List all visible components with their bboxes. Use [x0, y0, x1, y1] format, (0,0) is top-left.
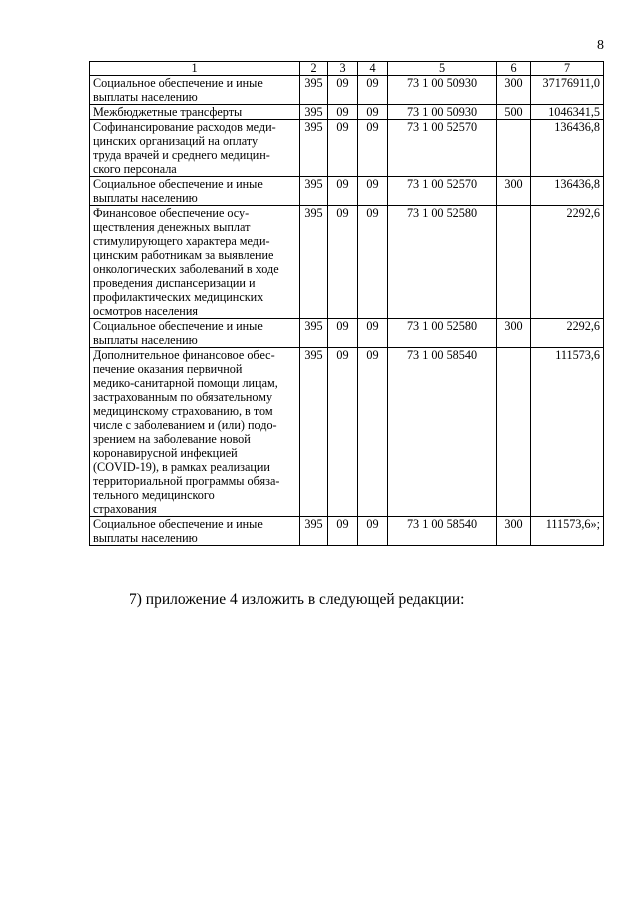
table-body	[90, 76, 604, 546]
subsection-code-cell: 09	[358, 177, 388, 206]
subsection-code-cell: 09	[358, 517, 388, 546]
table-row	[90, 76, 604, 105]
row-name-line: стимулирующего характера меди-	[93, 234, 270, 248]
closing-paragraph: 7) приложение 4 изложить в следующей редакции:	[129, 591, 465, 608]
header-cell: 3	[328, 62, 358, 76]
row-name-line: ществления денежных выплат	[93, 220, 251, 234]
row-name-line: выплаты населению	[93, 90, 198, 104]
section-code-cell: 09	[328, 348, 358, 517]
section-code-cell: 09	[328, 177, 358, 206]
target-article-cell: 73 1 00 58540	[388, 517, 497, 546]
target-article-cell: 73 1 00 58540	[388, 348, 497, 517]
row-name-line: выплаты населению	[93, 333, 198, 347]
row-name-line: цинских организаций на оплату	[93, 134, 259, 148]
table-row	[90, 120, 604, 177]
amount-cell: 111573,6»;	[531, 517, 604, 546]
table-row	[90, 348, 604, 517]
row-name-cell	[90, 105, 300, 120]
row-name-line: печение оказания первичной	[93, 362, 243, 376]
grbs-code-cell: 395	[300, 105, 328, 120]
header-row	[90, 62, 604, 76]
amount-cell: 111573,6	[531, 348, 604, 517]
row-name-cell	[90, 517, 300, 546]
row-name-line: ского персонала	[93, 162, 177, 176]
subsection-code-cell: 09	[358, 206, 388, 319]
row-name-line: Социальное обеспечение и иные	[93, 319, 263, 333]
grbs-code-cell: 395	[300, 348, 328, 517]
target-article-cell: 73 1 00 50930	[388, 76, 497, 105]
row-name-line: коронавирусной инфекцией	[93, 446, 238, 460]
row-name-cell	[90, 76, 300, 105]
row-name-line: застрахованным по обязательному	[93, 390, 273, 404]
subsection-code-cell: 09	[358, 76, 388, 105]
section-code-cell: 09	[328, 76, 358, 105]
amount-cell: 37176911,0	[531, 76, 604, 105]
table-row	[90, 319, 604, 348]
section-code-cell: 09	[328, 105, 358, 120]
grbs-code-cell: 395	[300, 177, 328, 206]
grbs-code-cell: 395	[300, 517, 328, 546]
target-article-cell: 73 1 00 52580	[388, 206, 497, 319]
amount-cell: 136436,8	[531, 177, 604, 206]
expense-type-cell: 500	[497, 105, 531, 120]
expense-type-cell: 300	[497, 76, 531, 105]
grbs-code-cell: 395	[300, 76, 328, 105]
target-article-cell: 73 1 00 52570	[388, 120, 497, 177]
row-name-line: страхования	[93, 502, 157, 516]
row-name-line: Социальное обеспечение и иные	[93, 76, 263, 90]
row-name-line: зрением на заболевание новой	[93, 432, 251, 446]
header-cell: 5	[388, 62, 497, 76]
expense-type-cell	[497, 206, 531, 319]
row-name-line: Межбюджетные трансферты	[93, 105, 243, 119]
row-name-cell	[90, 319, 300, 348]
row-name-line: Дополнительное финансовое обес-	[93, 348, 275, 362]
row-name-line: числе с заболеванием и (или) подо-	[93, 418, 277, 432]
expense-type-cell	[497, 120, 531, 177]
table-row	[90, 517, 604, 546]
header-cell: 1	[90, 62, 300, 76]
table-row	[90, 206, 604, 319]
row-name-cell	[90, 206, 300, 319]
expense-type-cell: 300	[497, 517, 531, 546]
row-name-line: онкологических заболеваний в ходе	[93, 262, 279, 276]
section-code-cell: 09	[328, 517, 358, 546]
table-row	[90, 177, 604, 206]
header-cell: 7	[531, 62, 604, 76]
target-article-cell: 73 1 00 52570	[388, 177, 497, 206]
row-name-line: выплаты населению	[93, 531, 198, 545]
section-code-cell: 09	[328, 120, 358, 177]
amount-cell: 1046341,5	[531, 105, 604, 120]
grbs-code-cell: 395	[300, 120, 328, 177]
expense-type-cell: 300	[497, 177, 531, 206]
page-number: 8	[597, 38, 604, 53]
expense-type-cell: 300	[497, 319, 531, 348]
header-cell: 2	[300, 62, 328, 76]
row-name-line: профилактических медицинских	[93, 290, 264, 304]
amount-cell: 2292,6	[531, 319, 604, 348]
amount-cell: 136436,8	[531, 120, 604, 177]
row-name-line: (COVID-19), в рамках реализации	[93, 460, 270, 474]
grbs-code-cell: 395	[300, 206, 328, 319]
expense-type-cell	[497, 348, 531, 517]
target-article-cell: 73 1 00 50930	[388, 105, 497, 120]
row-name-line: территориальной программы обяза-	[93, 474, 280, 488]
amount-cell: 2292,6	[531, 206, 604, 319]
row-name-cell	[90, 348, 300, 517]
table-row	[90, 105, 604, 120]
subsection-code-cell: 09	[358, 319, 388, 348]
row-name-line: Социальное обеспечение и иные	[93, 177, 263, 191]
row-name-line: выплаты населению	[93, 191, 198, 205]
row-name-line: осмотров населения	[93, 304, 198, 318]
row-name-line: труда врачей и среднего медицин-	[93, 148, 270, 162]
row-name-cell	[90, 120, 300, 177]
row-name-line: проведения диспансеризации и	[93, 276, 256, 290]
row-name-line: Социальное обеспечение и иные	[93, 517, 263, 531]
subsection-code-cell: 09	[358, 120, 388, 177]
subsection-code-cell: 09	[358, 348, 388, 517]
grbs-code-cell: 395	[300, 319, 328, 348]
header-cell: 4	[358, 62, 388, 76]
row-name-line: Финансовое обеспечение осу-	[93, 206, 250, 220]
row-name-line: цинским работникам за выявление	[93, 248, 274, 262]
row-name-line: Софинансирование расходов меди-	[93, 120, 276, 134]
row-name-line: медицинскому страхованию, в том	[93, 404, 273, 418]
row-name-line: медико-санитарной помощи лицам,	[93, 376, 278, 390]
section-code-cell: 09	[328, 206, 358, 319]
row-name-line: тельного медицинского	[93, 488, 215, 502]
budget-table	[89, 61, 604, 546]
section-code-cell: 09	[328, 319, 358, 348]
target-article-cell: 73 1 00 52580	[388, 319, 497, 348]
subsection-code-cell: 09	[358, 105, 388, 120]
row-name-cell	[90, 177, 300, 206]
header-cell: 6	[497, 62, 531, 76]
